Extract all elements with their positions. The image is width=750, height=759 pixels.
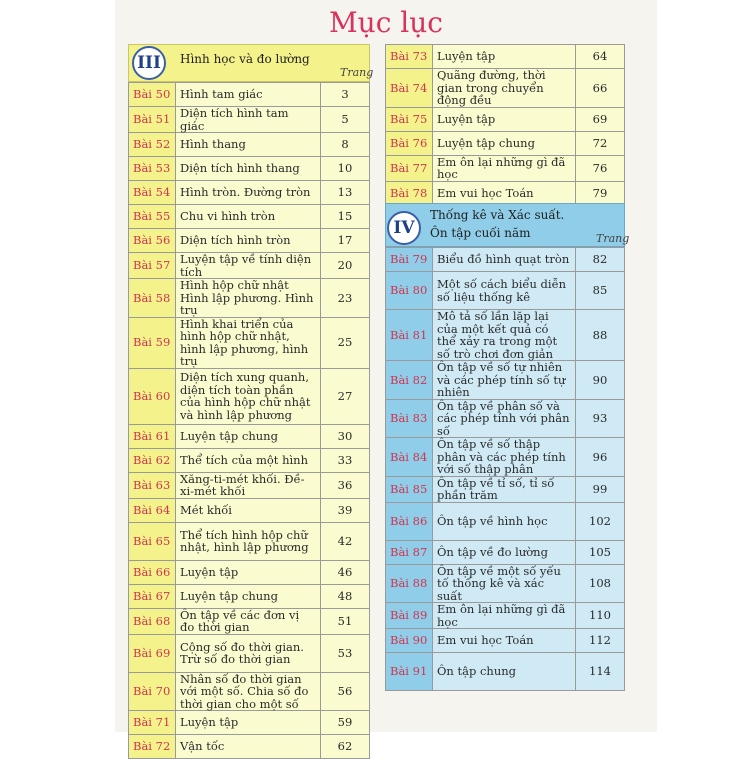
lesson-number: Bài 85 <box>386 476 433 502</box>
lesson-page: 72 <box>576 131 625 155</box>
lesson-row <box>386 361 625 400</box>
lesson-page: 85 <box>576 272 625 310</box>
lesson-page: 46 <box>321 560 370 584</box>
lesson-title: Ôn tập về đo lường <box>433 540 576 564</box>
lesson-row <box>129 424 370 448</box>
lesson-row <box>129 711 370 735</box>
lesson-row <box>386 155 625 181</box>
lesson-page: 62 <box>321 735 370 759</box>
lesson-title: Mét khối <box>176 498 321 522</box>
lesson-number: Bài 66 <box>129 560 176 584</box>
lesson-number: Bài 80 <box>386 272 433 310</box>
lesson-page: 8 <box>321 133 370 157</box>
lesson-title: Hình hộp chữ nhật Hình lập phương. Hình trụ <box>176 279 321 318</box>
lesson-title: Ôn tập về một số yếu tố thống kê và xác suất <box>433 564 576 603</box>
lesson-number: Bài 60 <box>129 368 176 424</box>
lesson-page: 56 <box>321 672 370 711</box>
lesson-page: 105 <box>576 540 625 564</box>
lesson-number: Bài 50 <box>129 83 176 107</box>
lesson-title: Thể tích hình hộp chữ nhật, hình lập phương <box>176 522 321 560</box>
lesson-title: Xăng-ti-mét khối. Đề-xi-mét khối <box>176 472 321 498</box>
lesson-number: Bài 88 <box>386 564 433 603</box>
lesson-number: Bài 56 <box>129 229 176 253</box>
lesson-row <box>129 279 370 318</box>
lesson-title: Luyện tập chung <box>433 131 576 155</box>
lesson-number: Bài 55 <box>129 205 176 229</box>
lesson-title: Ôn tập về các đơn vị đo thời gian <box>176 608 321 634</box>
lesson-page: 88 <box>576 310 625 361</box>
lesson-row <box>129 229 370 253</box>
lesson-title: Vận tốc <box>176 735 321 759</box>
lesson-title: Luyện tập <box>433 45 576 69</box>
lesson-page: 5 <box>321 107 370 133</box>
section-4-heading-2: Ôn tập cuối năm <box>430 226 531 240</box>
lesson-title: Diện tích hình thang <box>176 157 321 181</box>
lesson-row <box>386 629 625 653</box>
lesson-row <box>129 584 370 608</box>
lesson-number: Bài 53 <box>129 157 176 181</box>
lesson-title: Diện tích hình tròn <box>176 229 321 253</box>
lesson-title: Em vui học Toán <box>433 181 576 205</box>
lesson-number: Bài 72 <box>129 735 176 759</box>
page-title: Mục lục <box>329 6 443 39</box>
lesson-page: 102 <box>576 502 625 540</box>
lesson-number: Bài 76 <box>386 131 433 155</box>
lesson-row <box>129 522 370 560</box>
lesson-page: 90 <box>576 361 625 400</box>
lesson-page: 53 <box>321 634 370 672</box>
lesson-title: Nhân số đo thời gian với một số. Chia số đo thời gian cho một số <box>176 672 321 711</box>
lesson-page: 110 <box>576 603 625 629</box>
lesson-row <box>129 448 370 472</box>
lesson-title: Hình khai triển của hình hộp chữ nhật, hình lập phương, hình trụ <box>176 317 321 368</box>
lesson-number: Bài 61 <box>129 424 176 448</box>
lesson-row <box>386 653 625 691</box>
lesson-number: Bài 64 <box>129 498 176 522</box>
lesson-number: Bài 62 <box>129 448 176 472</box>
lesson-row <box>129 133 370 157</box>
lesson-page: 15 <box>321 205 370 229</box>
lesson-row <box>386 502 625 540</box>
lesson-page: 59 <box>321 711 370 735</box>
lesson-row <box>129 735 370 759</box>
lesson-title: Ôn tập về hình học <box>433 502 576 540</box>
lesson-row <box>129 368 370 424</box>
lesson-page: 79 <box>576 181 625 205</box>
lesson-title: Một số cách biểu diễn số liệu thống kê <box>433 272 576 310</box>
lesson-row <box>386 69 625 108</box>
lesson-page: 23 <box>321 279 370 318</box>
lesson-page: 51 <box>321 608 370 634</box>
lesson-number: Bài 69 <box>129 634 176 672</box>
lesson-row <box>386 399 625 438</box>
lesson-row <box>386 603 625 629</box>
lesson-page: 13 <box>321 181 370 205</box>
lesson-page: 112 <box>576 629 625 653</box>
lesson-title: Luyện tập <box>433 107 576 131</box>
lesson-number: Bài 73 <box>386 45 433 69</box>
lesson-number: Bài 84 <box>386 438 433 477</box>
lesson-page: 25 <box>321 317 370 368</box>
lesson-page: 17 <box>321 229 370 253</box>
lesson-title: Ôn tập chung <box>433 653 576 691</box>
section-3-table <box>128 82 370 759</box>
section-4-heading-1: Thống kê và Xác suất. <box>430 208 565 222</box>
lesson-page: 93 <box>576 399 625 438</box>
lesson-row <box>129 181 370 205</box>
lesson-page: 69 <box>576 107 625 131</box>
lesson-page: 96 <box>576 438 625 477</box>
lesson-row <box>386 248 625 272</box>
lesson-number: Bài 89 <box>386 603 433 629</box>
lesson-page: 76 <box>576 155 625 181</box>
lesson-page: 10 <box>321 157 370 181</box>
lesson-row <box>386 564 625 603</box>
lesson-row <box>129 608 370 634</box>
lesson-number: Bài 59 <box>129 317 176 368</box>
section-4-trang: Trang <box>596 232 630 245</box>
lesson-row <box>386 45 625 69</box>
lesson-title: Chu vi hình tròn <box>176 205 321 229</box>
lesson-row <box>386 476 625 502</box>
lesson-title: Hình thang <box>176 133 321 157</box>
lesson-title: Luyện tập <box>176 711 321 735</box>
lesson-page: 33 <box>321 448 370 472</box>
lesson-row <box>129 83 370 107</box>
section-3-continued-table <box>385 44 625 206</box>
lesson-number: Bài 82 <box>386 361 433 400</box>
lesson-title: Ôn tập về phân số và các phép tính với phân số <box>433 399 576 438</box>
lesson-number: Bài 79 <box>386 248 433 272</box>
lesson-row <box>129 498 370 522</box>
lesson-number: Bài 51 <box>129 107 176 133</box>
lesson-title: Luyện tập về tính diện tích <box>176 253 321 279</box>
lesson-page: 27 <box>321 368 370 424</box>
lesson-number: Bài 81 <box>386 310 433 361</box>
lesson-row <box>129 672 370 711</box>
lesson-number: Bài 52 <box>129 133 176 157</box>
lesson-number: Bài 70 <box>129 672 176 711</box>
lesson-number: Bài 65 <box>129 522 176 560</box>
lesson-number: Bài 91 <box>386 653 433 691</box>
lesson-page: 20 <box>321 253 370 279</box>
lesson-row <box>386 540 625 564</box>
lesson-title: Diện tích xung quanh, diện tích toàn phần của hình hộp chữ nhật và hình lập phương <box>176 368 321 424</box>
lesson-number: Bài 86 <box>386 502 433 540</box>
lesson-page: 30 <box>321 424 370 448</box>
lesson-title: Diện tích hình tam giác <box>176 107 321 133</box>
lesson-number: Bài 54 <box>129 181 176 205</box>
lesson-title: Mô tả số lần lặp lại của một kết quả có thể xảy ra trong một số trò chơi đơn giản <box>433 310 576 361</box>
lesson-row <box>129 253 370 279</box>
lesson-title: Ôn tập về tỉ số, tỉ số phần trăm <box>433 476 576 502</box>
lesson-title: Quãng đường, thời gian trong chuyển động đều <box>433 69 576 108</box>
lesson-number: Bài 68 <box>129 608 176 634</box>
lesson-number: Bài 67 <box>129 584 176 608</box>
lesson-number: Bài 77 <box>386 155 433 181</box>
lesson-title: Em ôn lại những gì đã học <box>433 603 576 629</box>
lesson-row <box>386 310 625 361</box>
section-3-roman: III <box>132 46 166 80</box>
lesson-number: Bài 75 <box>386 107 433 131</box>
lesson-number: Bài 57 <box>129 253 176 279</box>
lesson-number: Bài 83 <box>386 399 433 438</box>
lesson-row <box>129 157 370 181</box>
lesson-title: Biểu đồ hình quạt tròn <box>433 248 576 272</box>
lesson-title: Luyện tập <box>176 560 321 584</box>
lesson-page: 108 <box>576 564 625 603</box>
lesson-page: 36 <box>321 472 370 498</box>
lesson-row <box>129 472 370 498</box>
lesson-number: Bài 58 <box>129 279 176 318</box>
lesson-page: 64 <box>576 45 625 69</box>
lesson-row <box>386 181 625 205</box>
lesson-page: 42 <box>321 522 370 560</box>
lesson-page: 39 <box>321 498 370 522</box>
lesson-number: Bài 71 <box>129 711 176 735</box>
lesson-title: Luyện tập chung <box>176 424 321 448</box>
section-3-trang: Trang <box>340 66 374 79</box>
lesson-number: Bài 90 <box>386 629 433 653</box>
lesson-number: Bài 74 <box>386 69 433 108</box>
lesson-row <box>386 438 625 477</box>
lesson-row <box>386 272 625 310</box>
section-4-roman: IV <box>387 211 421 245</box>
lesson-page: 114 <box>576 653 625 691</box>
lesson-row <box>386 131 625 155</box>
lesson-page: 82 <box>576 248 625 272</box>
lesson-title: Hình tròn. Đường tròn <box>176 181 321 205</box>
lesson-number: Bài 87 <box>386 540 433 564</box>
lesson-number: Bài 63 <box>129 472 176 498</box>
lesson-row <box>386 107 625 131</box>
lesson-title: Hình tam giác <box>176 83 321 107</box>
lesson-title: Cộng số đo thời gian. Trừ số đo thời gian <box>176 634 321 672</box>
lesson-row <box>129 317 370 368</box>
lesson-page: 66 <box>576 69 625 108</box>
lesson-title: Em vui học Toán <box>433 629 576 653</box>
lesson-page: 48 <box>321 584 370 608</box>
lesson-page: 99 <box>576 476 625 502</box>
lesson-row <box>129 634 370 672</box>
lesson-title: Ôn tập về số thập phân và các phép tính với số thập phân <box>433 438 576 477</box>
lesson-title: Thể tích của một hình <box>176 448 321 472</box>
lesson-title: Em ôn lại những gì đã học <box>433 155 576 181</box>
lesson-row <box>129 107 370 133</box>
lesson-title: Luyện tập chung <box>176 584 321 608</box>
lesson-row <box>129 560 370 584</box>
lesson-page: 3 <box>321 83 370 107</box>
lesson-row <box>129 205 370 229</box>
section-3-heading: Hình học và đo lường <box>180 52 310 66</box>
section-4-table <box>385 247 625 691</box>
lesson-number: Bài 78 <box>386 181 433 205</box>
lesson-title: Ôn tập về số tự nhiên và các phép tính số tự nhiên <box>433 361 576 400</box>
